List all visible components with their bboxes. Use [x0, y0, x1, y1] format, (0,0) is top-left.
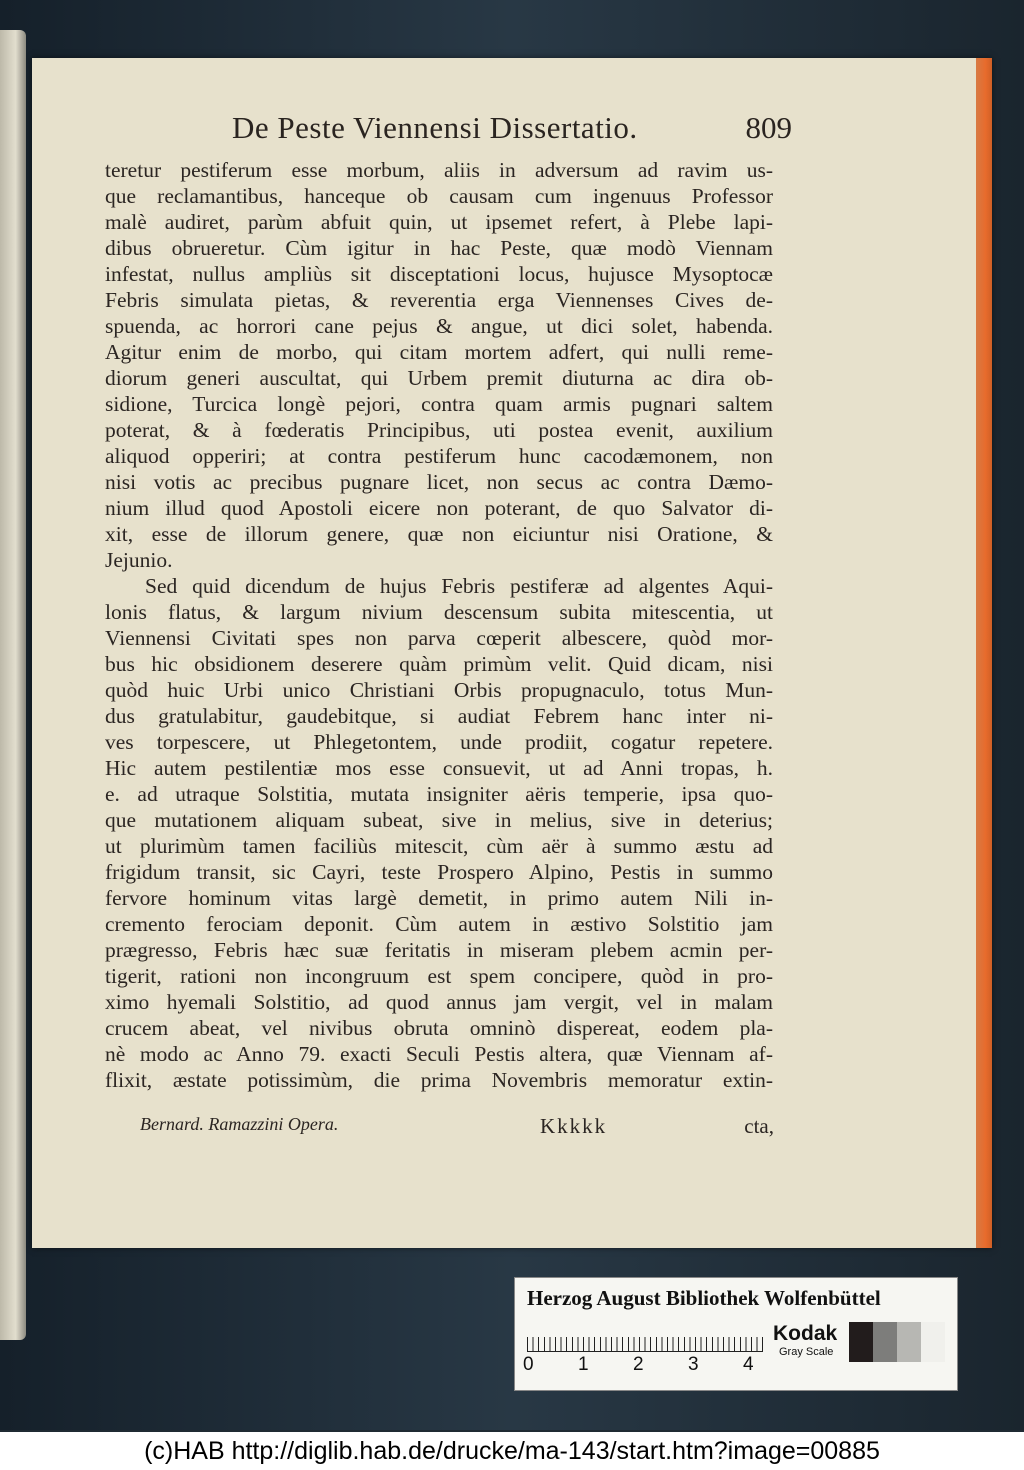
text-line: teretur pestiferum esse morbum, aliis in adversum ad ravim us-	[105, 158, 773, 182]
text-line: crucem abeat, vel nivibus obruta omninò dispereat, eodem pla-	[105, 1016, 773, 1040]
text-line: malè audiret, parùm abfuit quin, ut ipsemet refert, à Plebe lapi-	[105, 210, 773, 234]
page-edge	[976, 58, 992, 1248]
ruler	[527, 1323, 763, 1352]
text-line: bus hic obsidionem deserere quàm primùm velit. Quid dicam, nisi	[105, 652, 773, 676]
text-line: Agitur enim de morbo, qui citam mortem adfert, qui nulli reme-	[105, 340, 773, 364]
text-line: que mutationem aliquam subeat, sive in melius, sive in deterius;	[105, 808, 773, 832]
library-color-card	[514, 1277, 958, 1391]
ruler-numbers	[523, 1354, 773, 1378]
text-line: diorum generi auscultat, qui Urbem premit diuturna ac dira ob-	[105, 366, 773, 390]
text-line: nè modo ac Anno 79. exacti Seculi Pestis altera, quæ Viennam af-	[105, 1042, 773, 1066]
gray-scale-label: Gray Scale	[779, 1346, 834, 1358]
text-line: aliquod opperiri; at contra pestiferum hunc cacodæmonem, non	[105, 444, 773, 468]
text-line: tigerit, rationi non incongruum est spem concipere, quòd in pro-	[105, 964, 773, 988]
library-name: Herzog August Bibliothek Wolfenbüttel	[527, 1286, 881, 1310]
text-line: fervore hominum vitas largè demetit, in primo autem Nili in-	[105, 886, 773, 910]
gray-swatch	[873, 1322, 897, 1362]
text-line: nisi votis ac precibus pugnare licet, non secus ac contra Dæmo-	[105, 470, 773, 494]
page-number: 809	[745, 110, 792, 145]
text-line: quòd huic Urbi unico Christiani Orbis propugnaculo, totus Mun-	[105, 678, 773, 702]
left-page-edge	[0, 30, 26, 1340]
gray-swatches	[849, 1322, 945, 1362]
text-line: Sed quid dicendum de hujus Febris pestiferæ ad algentes Aqui-	[145, 574, 773, 598]
signature-mark: Kkkkk	[540, 1114, 608, 1138]
text-line: Viennensi Civitati spes non parva cœperit albescere, quòd mor-	[105, 626, 773, 650]
text-line: poterat, & à fœderatis Principibus, uti postea evenit, auxilium	[105, 418, 773, 442]
text-line: prægresso, Febris hæc suæ feritatis in miseram plebem acmin per-	[105, 938, 773, 962]
catchword: cta,	[744, 1114, 774, 1138]
ruler-number: 2	[633, 1354, 644, 1375]
footer-author-line: Bernard. Ramazzini Opera.	[140, 1114, 339, 1134]
ruler-number: 4	[743, 1354, 754, 1375]
copyright-footer: (c)HAB http://diglib.hab.de/drucke/ma-143/start.htm?image=00885	[0, 1432, 1024, 1470]
text-line: lonis flatus, & largum nivium descensum subita mitescentia, ut	[105, 600, 773, 624]
text-line: ut plurimùm tamen faciliùs mitescit, cùm aër à summo æstu ad	[105, 834, 773, 858]
text-line: Hic autem pestilentiæ mos esse consuevit, ut ad Anni tropas, h.	[105, 756, 773, 780]
text-line: flixit, æstate potissimùm, die prima Novembris memoratur extin-	[105, 1068, 773, 1092]
text-line: spuenda, ac horrori cane pejus & angue, ut dici solet, habenda.	[105, 314, 773, 338]
text-line: e. ad utraque Solstitia, mutata insigniter aëris temperie, ipsa quo-	[105, 782, 773, 806]
page-footer	[140, 1114, 774, 1140]
text-line: Jejunio.	[105, 548, 173, 572]
ruler-number: 0	[523, 1354, 534, 1375]
body-text	[105, 157, 773, 1093]
gray-swatch	[897, 1322, 921, 1362]
text-line: Febris simulata pietas, & reverentia erga Viennenses Cives de-	[105, 288, 773, 312]
text-line: nium illud quod Apostoli eicere non poterant, de quo Salvator di-	[105, 496, 773, 520]
text-line: que reclamantibus, hanceque ob causam cum ingenuus Professor	[105, 184, 773, 208]
book-page	[32, 58, 992, 1248]
kodak-logo: Kodak	[773, 1322, 838, 1345]
running-head: De Peste Viennensi Dissertatio.	[232, 110, 638, 145]
ruler-number: 3	[688, 1354, 699, 1375]
text-line: sidione, Turcica longè pejori, contra quam armis pugnari saltem	[105, 392, 773, 416]
text-line: ximo hyemali Solstitio, ad quod annus jam vergit, vel in malam	[105, 990, 773, 1014]
text-line: ves torpescere, ut Phlegetontem, unde prodiit, cogatur repetere.	[105, 730, 773, 754]
text-line: dus gratulabitur, gaudebitque, si audiat Febrem hanc inter ni-	[105, 704, 773, 728]
gray-swatch	[849, 1322, 873, 1362]
text-line: infestat, nullus ampliùs sit disceptationi locus, hujusce Mysoptocæ	[105, 262, 773, 286]
text-line: dibus obrueretur. Cùm igitur in hac Peste, quæ modò Viennam	[105, 236, 773, 260]
gray-swatch	[921, 1322, 945, 1362]
ruler-number: 1	[578, 1354, 589, 1375]
text-line: xit, esse de illorum genere, quæ non eiciuntur nisi Oratione, &	[105, 522, 773, 546]
text-line: cremento ferociam deponit. Cùm autem in æstivo Solstitio jam	[105, 912, 773, 936]
text-line: frigidum transit, sic Cayri, teste Prospero Alpino, Pestis in summo	[105, 860, 773, 884]
